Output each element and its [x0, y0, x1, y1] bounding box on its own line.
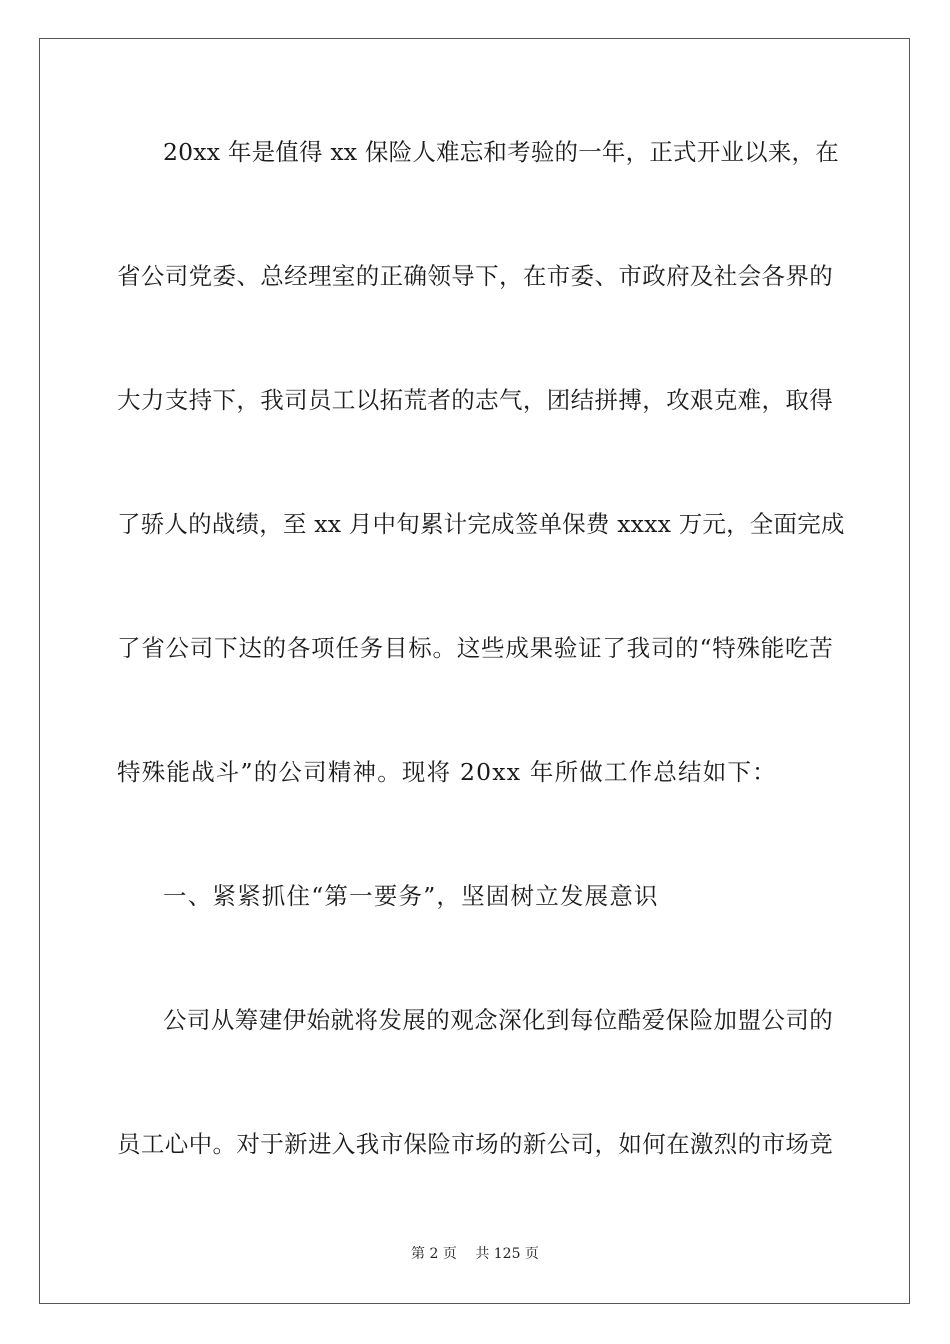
paragraph-line-7: 公司从筹建伊始就将发展的观念深化到每位酷爱保险加盟公司的 — [163, 1006, 833, 1034]
section-heading: 一、紧紧抓住“第一要务”，坚固树立发展意识 — [163, 882, 659, 910]
paragraph-line-2: 省公司党委、总经理室的正确领导下，在市委、市政府及社会各界的 — [117, 262, 833, 290]
page-footer — [0, 1244, 950, 1264]
page-total: 共 125 页 — [475, 1246, 539, 1262]
page-number: 第 2 页 — [411, 1246, 457, 1262]
paragraph-line-6: 特殊能战斗”的公司精神。现将 20xx 年所做工作总结如下： — [117, 758, 777, 786]
paragraph-line-3: 大力支持下，我司员工以拓荒者的志气，团结拼搏，攻艰克难，取得 — [117, 386, 833, 414]
paragraph-line-4: 了骄人的战绩，至 xx 月中旬累计完成签单保费 xxxx 万元，全面完成 — [117, 510, 845, 538]
paragraph-line-5: 了省公司下达的各项任务目标。这些成果验证了我司的“特殊能吃苦 — [117, 634, 833, 662]
page-border — [39, 38, 910, 1304]
paragraph-line-8: 员工心中。对于新进入我市保险市场的新公司，如何在激烈的市场竞 — [117, 1130, 833, 1158]
paragraph-line-1: 20xx 年是值得 xx 保险人难忘和考验的一年，正式开业以来，在 — [163, 138, 839, 166]
